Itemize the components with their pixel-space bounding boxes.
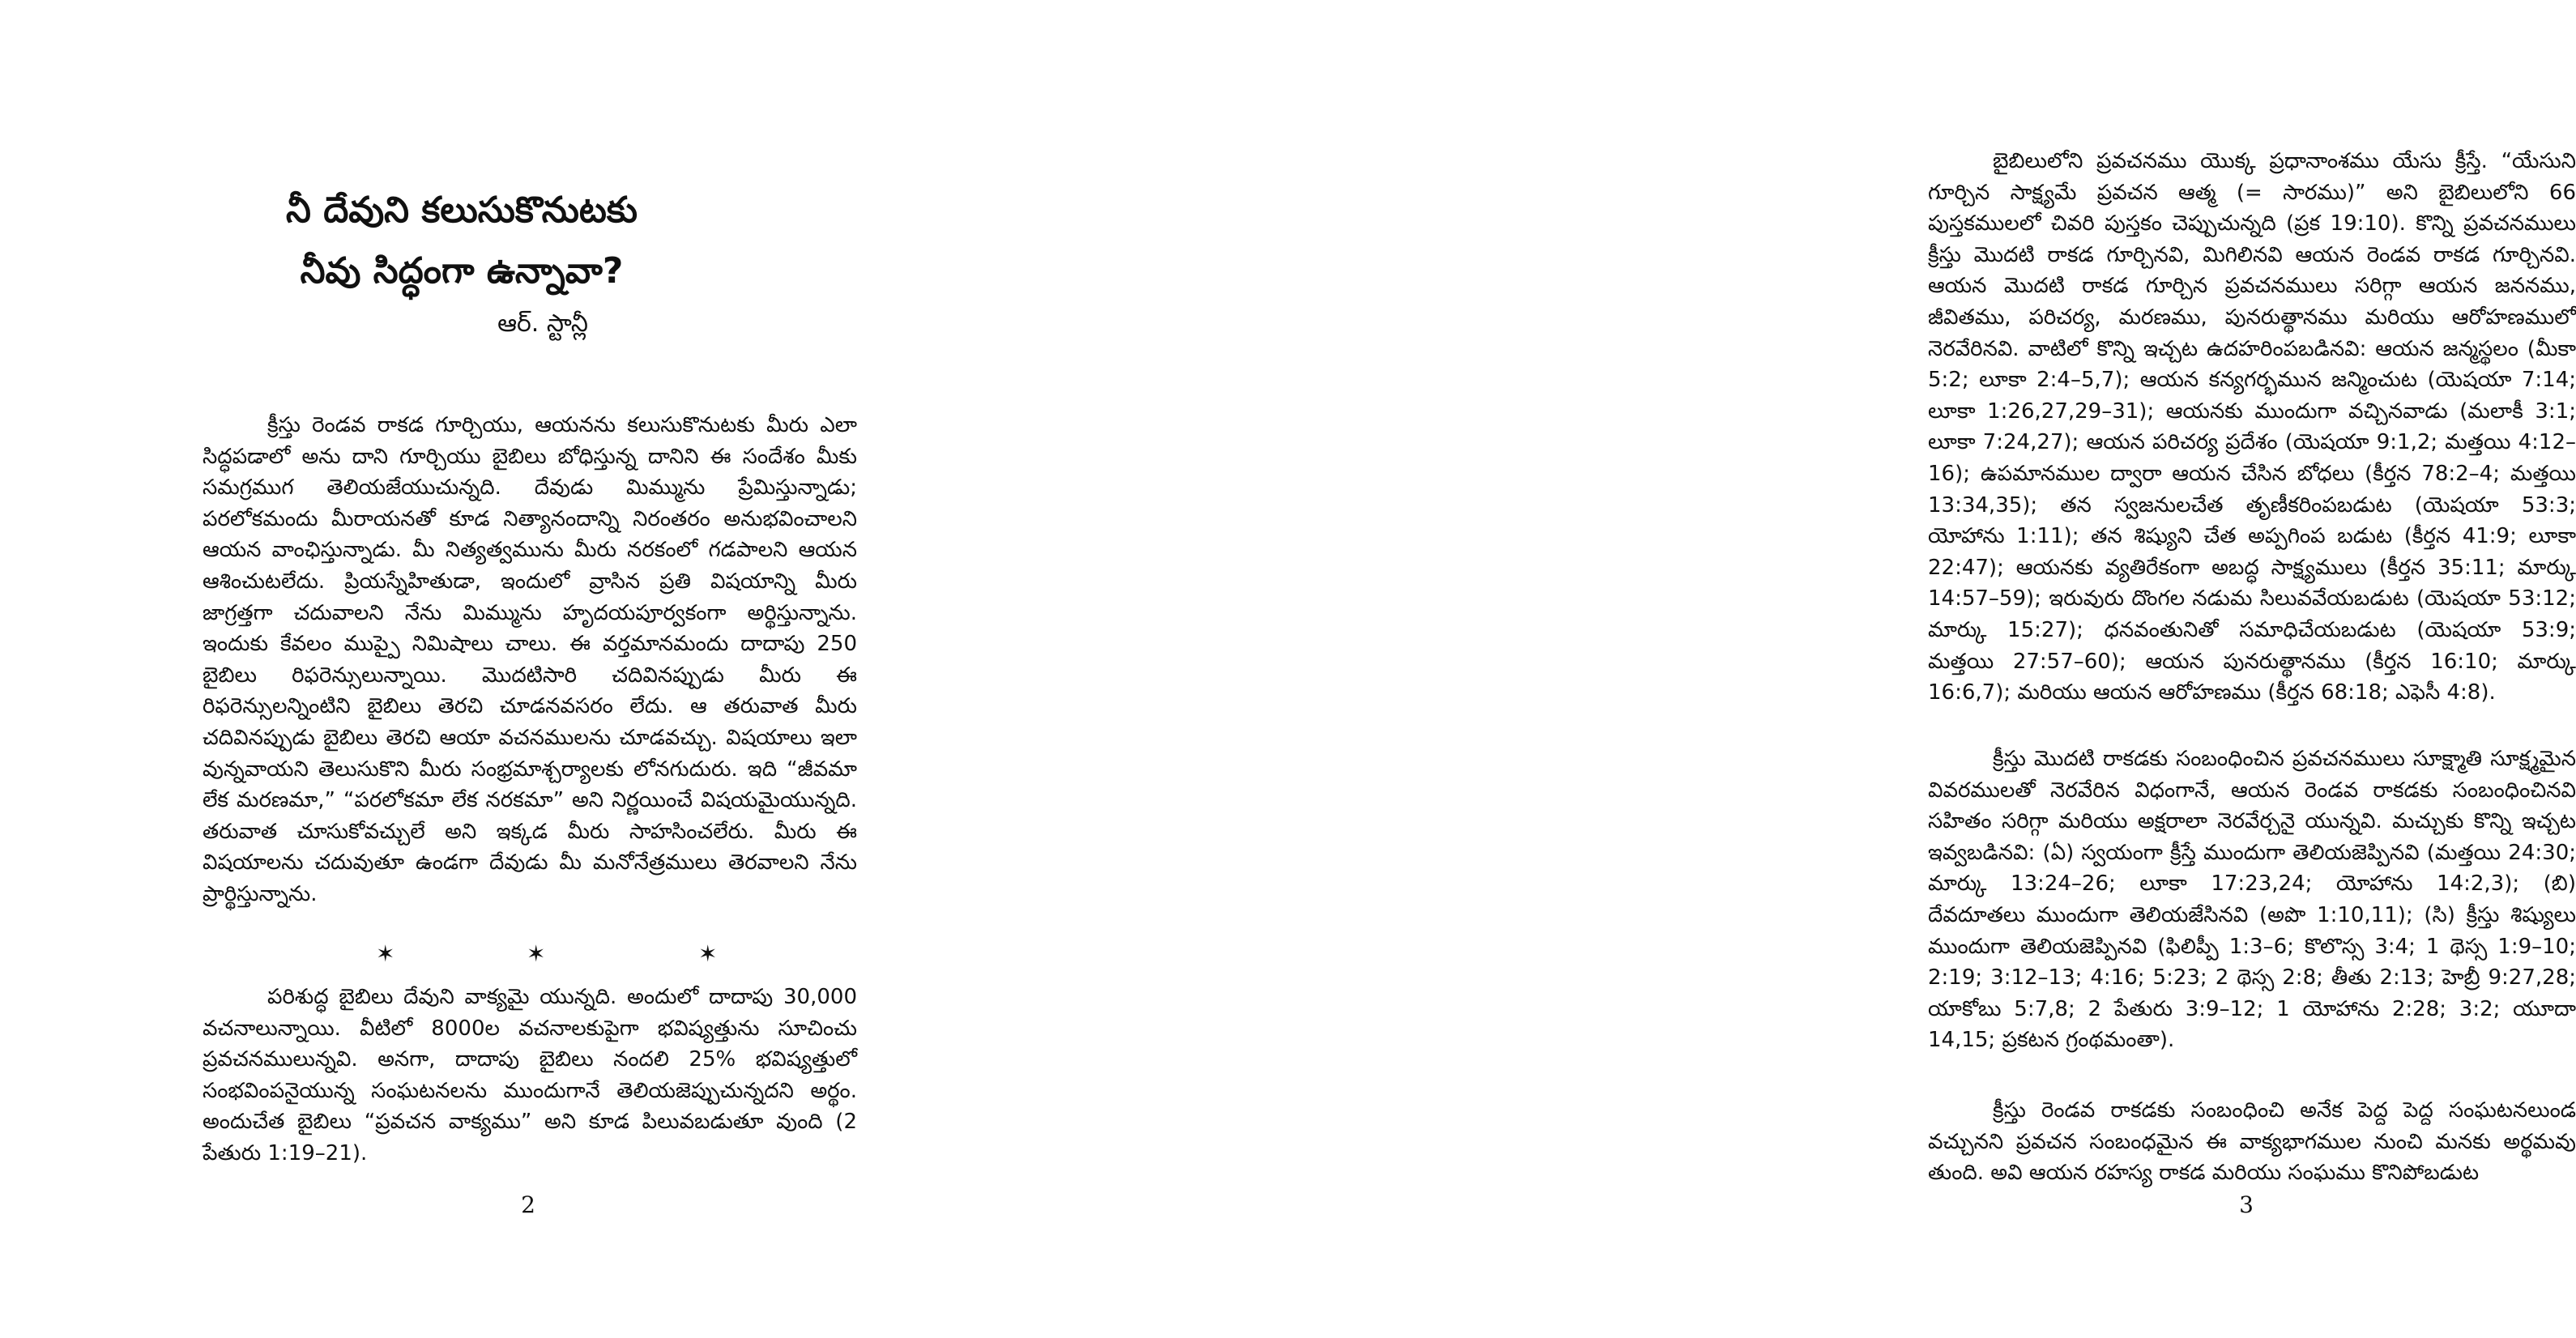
page-number: 2 <box>521 1191 535 1218</box>
body-paragraph: బైబిలులోని ప్రవచనము యొక్క ప్రధానాంశము యేసు క్రీస్తే. “యేసుని గూర్చిన సాక్ష్యమే ప్రవచన ఆత్మ (= సారము)” అని బైబిలులోని 66 పుస్తకములలో చివరి పుస్తకం చెప్పుచున్నది (ప్రక 19:10). కొన్ని ప్రవచనములు క్రీస్తు మొదటి రాకడ గూర్చినవి, మిగిలినవి ఆయన రెండవ రాకడ గూర్చినవి. ఆయన మొదటి రాకడ గూర్చిన ప్రవచనములు సరిగ్గా ఆయన జననము, జీవితము, పరిచర్య, మరణము, పునరుత్థానము మరియు ఆరోహణములో నెరవేరినవి. వాటిలో కొన్ని ఇచ్చట ఉదహరింపబడినవి: ఆయన జన్మస్థలం (మీకా 5:2; లూకా 2:4–5,7); ఆయన కన్యగర్భమున జన్మించుట (యెషయా 7:14; లూకా 1:26,27,29–31); ఆయనకు ముందుగా వచ్చినవాడు (మలాకీ 3:1; లూకా 7:24,27); ఆయన పరిచర్య ప్రదేశం (యెషయా 9:1,2; మత్తయి 4:12–16); ఉపమానముల ద్వారా ఆయన చేసిన బోధలు (కీర్తన 78:2–4; మత్తయి 13:34,35); తన స్వజనులచేత తృణీకరింపబడుట (యెషయా 53:3; యోహాను 1:11); తన శిష్యుని చేత అప్పగింప బడుట (కీర్తన 41:9; లూకా 22:47); ఆయనకు వ్యతిరేకంగా అబద్ధ సాక్ష్యములు (కీర్తన 35:11; మార్కు 14:57–59); ఇరువురు దొంగల నడుమ సిలువవేయబడుట (యెషయా 53:12; మార్కు 15:27); ధనవంతునితో సమాధిచేయబడుట (యెషయా 53:9; మత్తయి 27:57–60); ఆయన పునరుత్థానము (కీర్తన 16:10; మార్కు 16:6,7); మరియు ఆయన ఆరోహణము (కీర్తన 68:18; ఎఫెసీ 4:8). <box>1928 149 2576 705</box>
page-number: 3 <box>2239 1191 2254 1218</box>
body-paragraph: పరిశుద్ధ బైబిలు దేవుని వాక్యమై యున్నది. అందులో దాదాపు 30,000 వచనాలున్నాయి. వీటిలో 8000ల వచనాలకుపైగా భవిష్యత్తును సూచించు ప్రవచనములున్నవి. అనగా, దాదాపు బైబిలు నందలి 25% భవిష్యత్తులో సంభవింపనైయున్న సంఘటనలను ముందుగానే తెలియజెప్పుచున్నదని అర్థం. అందుచేత బైబిలు “ప్రవచన వాక్యము” అని కూడ పిలువబడుతూ వుంది (2 పేతురు 1:19–21). <box>203 985 857 1165</box>
body-paragraph: క్రీస్తు రెండవ రాకడ గూర్చియు, ఆయనను కలుసుకొనుటకు మీరు ఎలా సిద్ధపడాలో అను దాని గూర్చియు బైబిలు బోధిస్తున్న దానిని ఈ సందేశం మీకు సమగ్రముగ తెలియజేయుచున్నది. దేవుడు మిమ్మును ప్రేమిస్తున్నాడు; పరలోకమందు మీరాయనతో కూడ నిత్యానందాన్ని నిరంతరం అనుభవించాలని ఆయన వాంఛిస్తున్నాడు. మీ నిత్యత్వమును మీరు నరకంలో గడపాలని ఆయన ఆశించుటలేదు. ప్రియస్నేహితుడా, ఇందులో వ్రాసిన ప్రతి విషయాన్ని మీరు జాగ్రత్తగా చదువాలని నేను మిమ్మును హృదయపూర్వకంగా అర్థిస్తున్నాను. ఇందుకు కేవలం ముప్పై నిమిషాలు చాలు. ఈ వర్తమానమందు దాదాపు 250 బైబిలు రిఫరెన్సులున్నాయి. మొదటిసారి చదివినప్పుడు మీరు ఈ రిఫరెన్సులన్నింటిని బైబిలు తెరచి చూడనవసరం లేదు. ఆ తరువాత మీరు చదివినప్పుడు బైబిలు తెరచి ఆయా వచనములను చూడవచ్చు. విషయాలు ఇలా వున్నవాయని తెలుసుకొని మీరు సంభ్రమాశ్చర్యాలకు లోనగుదురు. ఇది “జీవమా లేక మరణమా,” “పరలోకమా లేక నరకమా” అని నిర్ణయించే విషయమైయున్నది. తరువాత చూసుకోవచ్చులే అని ఇక్కడ మీరు సాహసించలేరు. మీరు ఈ విషయాలను చదువుతూ ఉండగా దేవుడు మీ మనోనేత్రములు తెరవాలని నేను ప్రార్థిస్తున్నాను. <box>203 413 857 906</box>
section-separator <box>203 938 857 970</box>
author-name: ఆర్. స్టాన్లీ <box>497 309 588 338</box>
right-page <box>947 0 2576 1338</box>
star-icon: ✶ <box>376 940 395 967</box>
star-icon: ✶ <box>698 940 718 967</box>
star-icon: ✶ <box>527 940 546 967</box>
body-paragraph: క్రీస్తు మొదటి రాకడకు సంబంధించిన ప్రవచనములు సూక్ష్మాతి సూక్ష్మమైన వివరములతో నెరవేరిన విధంగానే, ఆయన రెండవ రాకడకు సంబంధించినవి సహితం సరిగ్గా మరియు అక్షరాలా నెరవేర్చనై యున్నవి. మచ్చుకు కొన్ని ఇచ్చట ఇవ్వబడినవి: (ఏ) స్వయంగా క్రీస్తే ముందుగా తెలియజెప్పినవి (మత్తయి 24:30; మార్కు 13:24–26; లూకా 17:23,24; యోహాను 14:2,3); (బి) దేవదూతలు ముందుగా తెలియజేసినవి (అపొ 1:10,11); (సి) క్రీస్తు శిష్యులు ముందుగా తెలియజెప్పినవి (ఫిలిప్పీ 1:3–6; కొలొస్స 3:4; 1 థెస్స 1:9–10; 2:19; 3:12–13; 4:16; 5:23; 2 థెస్స 2:8; తీతు 2:13; హెబ్రీ 9:27,28; యాకోబు 5:7,8; 2 పేతురు 3:9–12; 1 యోహాను 2:28; 3:2; యూదా 14,15; ప్రకటన గ్రంథమంతా). <box>1928 747 2576 1053</box>
page-title-line-2: నీవు సిద్ధంగా ఉన్నావా? <box>300 250 624 292</box>
body-paragraph: క్రీస్తు రెండవ రాకడకు సంబంధించి అనేక పెద్ద పెద్ద సంఘటనలుండ వచ్చునని ప్రవచన సంబంధమైన ఈ వాక్యభాగముల నుంచి మనకు అర్థమవు తుంది. అవి ఆయన రహస్య రాకడ మరియు సంఘము కొనిపోబడుట <box>1928 1098 2576 1186</box>
page-title-line-1: నీ దేవుని కలుసుకొనుటకు <box>285 190 638 231</box>
left-page <box>0 0 947 1338</box>
